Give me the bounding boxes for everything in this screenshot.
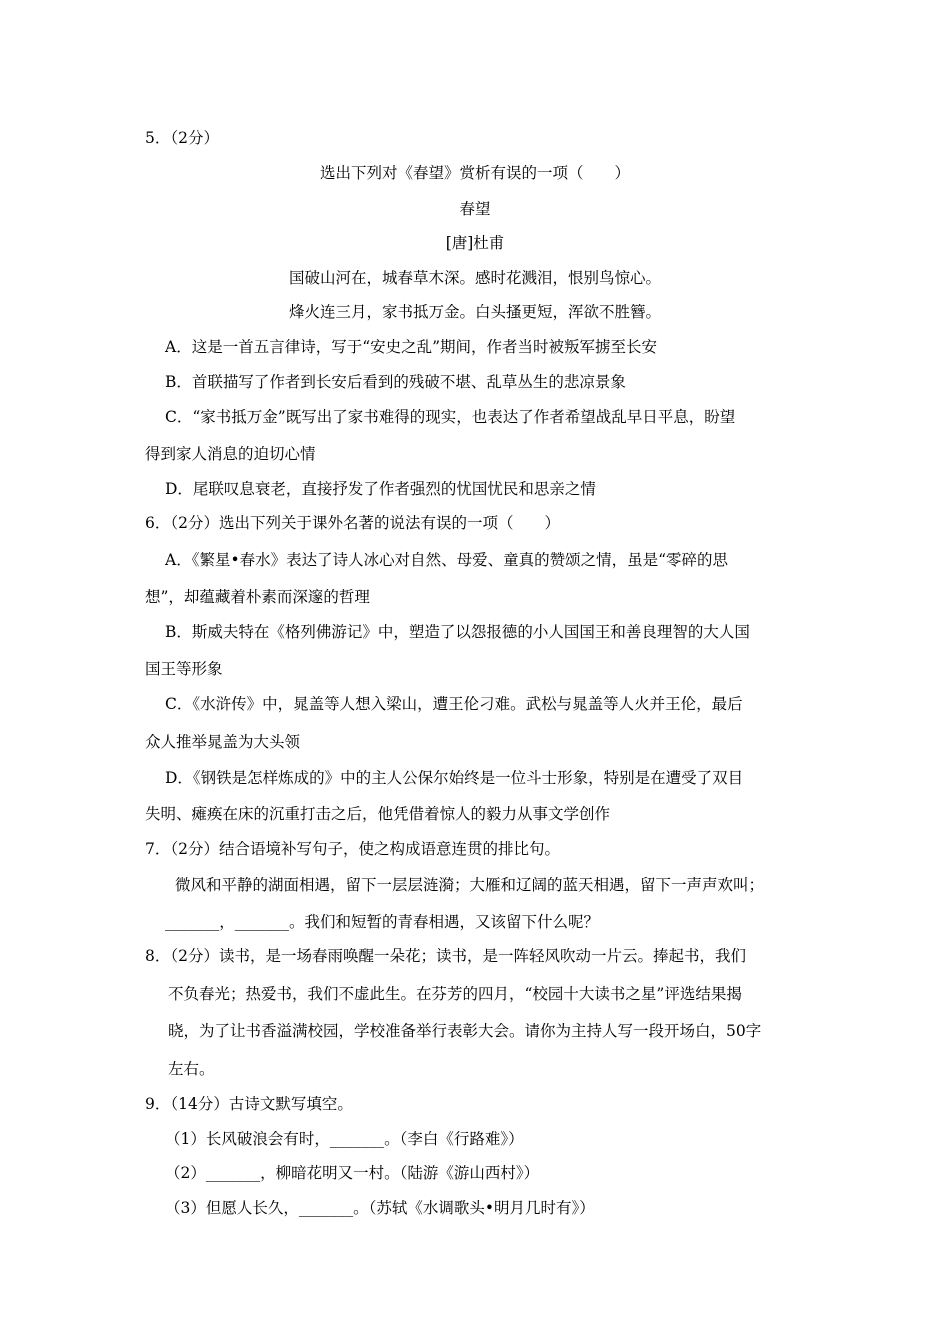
q6-option-a-line-2: 想”，却蕴藏着朴素而深邃的哲理	[145, 588, 370, 606]
poem-line-1: 国破山河在，城春草木深。感时花溅泪，恨别鸟惊心。	[288, 269, 661, 287]
q5-option-b: B．首联描写了作者到长安后看到的残破不堪、乱草丛生的悲凉景象	[165, 373, 626, 391]
q5-option-c-line-2: 得到家人消息的迫切心情	[145, 445, 316, 463]
q8-line-2: 不负春光；热爱书，我们不虚此生。在芬芳的四月，“校园十大读书之星”评选结果揭	[168, 985, 742, 1003]
q5-option-a: A．这是一首五言律诗，写于“安史之乱”期间，作者当时被叛军掳至长安	[165, 338, 658, 356]
q6-option-a-line-1: A．《繁星•春水》表达了诗人冰心对自然、母爱、童真的赞颂之情，虽是“零碎的思	[165, 551, 729, 569]
q8-line-1: 8．（2分）读书，是一场春雨唤醒一朵花；读书，是一阵轻风吹动一片云。捧起书，我们	[145, 947, 746, 965]
q7-line-1: 微风和平静的湖面相遇，留下一层层涟漪；大雁和辽阔的蓝天相遇，留下一声声欢叫；	[175, 876, 765, 894]
poem-title: 春望	[459, 200, 491, 218]
q5-option-d: D．尾联叹息衰老，直接抒发了作者强烈的忧国忧民和思亲之情	[165, 480, 596, 498]
q6-option-b-line-2: 国王等形象	[145, 660, 223, 678]
q8-line-3: 晓，为了让书香溢满校园，学校准备举行表彰大会。请你为主持人写一段开场白，50字	[168, 1022, 762, 1040]
poem-line-2: 烽火连三月，家书抵万金。白头搔更短，浑欲不胜簪。	[288, 303, 661, 321]
q6-option-b-line-1: B．斯威夫特在《格列佛游记》中，塑造了以怨报德的小人国国王和善良理智的大人国	[165, 623, 750, 641]
q5-option-c-line-1: C．“家书抵万金”既写出了家书难得的现实，也表达了作者希望战乱早日平息，盼望	[165, 408, 736, 426]
q6-option-c-line-2: 众人推举晁盖为大头领	[145, 733, 301, 751]
q9-item-1: （1）长风破浪会有时，_______。（李白《行路难》）	[165, 1130, 524, 1148]
q6-option-c-line-1: C．《水浒传》中，晁盖等人想入梁山，遭王伦刁难。武松与晁盖等人火并王伦，最后	[165, 695, 743, 713]
q5-number: 5．（2分）	[145, 129, 219, 147]
q8-line-4: 左右。	[168, 1060, 215, 1078]
q9-item-3: （3）但愿人长久，_______。（苏轼《水调歌头•明月几时有》）	[165, 1199, 595, 1217]
q6-option-d-line-1: D．《钢铁是怎样炼成的》中的主人公保尔始终是一位斗士形象，特别是在遭受了双目	[165, 769, 744, 787]
q7-line-2: _______，_______。我们和短暂的青春相遇，又该留下什么呢？	[165, 913, 600, 931]
q6-stem: 6．（2分）选出下列关于课外名著的说法有误的一项（ ）	[145, 514, 560, 532]
q7-stem: 7．（2分）结合语境补写句子，使之构成语意连贯的排比句。	[145, 840, 560, 858]
q9-item-2: （2）_______，柳暗花明又一村。（陆游《游山西村》）	[165, 1164, 540, 1182]
poem-author: [唐]杜甫	[445, 234, 505, 252]
q9-stem: 9．（14分）古诗文默写填空。	[145, 1095, 353, 1113]
q5-stem: 选出下列对《春望》赏析有误的一项（ ）	[319, 164, 630, 182]
q6-option-d-line-2: 失明、瘫痪在床的沉重打击之后，他凭借着惊人的毅力从事文学创作	[145, 805, 611, 823]
